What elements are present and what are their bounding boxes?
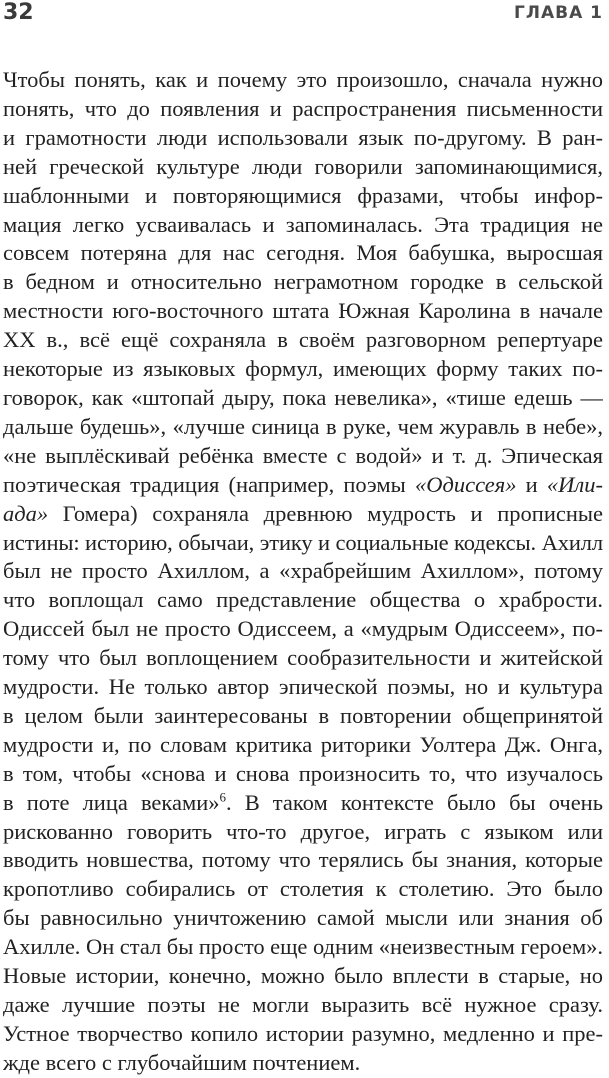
text-run: Устное творчество копило истории разумно, медленно и пре-	[3, 1020, 603, 1046]
text-line	[3, 557, 603, 586]
text-run: Одиссей был не просто Одиссеем, а «мудрым Одиссеем», по-	[3, 616, 603, 642]
text-run: вводить новшества, потому что терялись бы знания, которые	[3, 847, 603, 873]
text-run: мудрости. Не только автор эпической поэмы, но и культура	[3, 674, 603, 700]
text-run: шаблонными и повторяющимися фразами, чтобы инфор-	[3, 182, 603, 208]
text-run: мация легко усваивалась и запоминалась. Эта традиция не	[3, 211, 603, 237]
text-run: в том, чтобы «снова и снова произносить то, что изучалось	[3, 760, 603, 786]
text-run: бы равносильно уничтожению самой мысли или знания об	[3, 905, 603, 931]
text-line	[3, 933, 603, 962]
text-run: XX в., всё ещё сохраняла в своём разговорном репертуаре	[3, 327, 603, 353]
footnote-ref: 6	[219, 789, 227, 805]
text-line	[3, 355, 603, 384]
text-line	[3, 268, 603, 297]
running-head	[0, 0, 609, 34]
text-run: истины: историю, обычаи, этику и социальные кодексы. Ахилл	[3, 529, 603, 555]
text-run: и	[516, 471, 547, 497]
text-run: в поте лица веками»	[3, 789, 220, 815]
text-line	[3, 846, 603, 875]
text-line	[3, 673, 603, 702]
text-run: местности юго-восточного штата Южная Каролина в начале	[3, 298, 603, 324]
text-line	[3, 442, 603, 471]
text-run: был не просто Ахиллом, а «храбрейшим Ахиллом», потому	[3, 558, 603, 584]
italic-title: ада»	[3, 500, 49, 526]
text-line	[3, 95, 603, 124]
text-run: некоторые из языковых формул, имеющих форму таких по-	[3, 356, 603, 382]
text-run: кропотливо собирались от столетия к столетию. Это было	[3, 876, 603, 902]
text-line	[3, 904, 603, 933]
text-run: в целом были заинтересованы в повторении общепринятой	[3, 702, 603, 728]
text-line	[3, 991, 603, 1020]
text-run: мудрости и, по словам критика риторики Уолтера Дж. Онга,	[3, 731, 603, 757]
text-run: тому что был воплощением сообразительности и житейской	[3, 645, 603, 671]
text-line	[3, 789, 603, 818]
text-run: Чтобы понять, как и почему это произошло, сначала нужно	[3, 67, 603, 92]
text-run: Гомера) сохраняла древнюю мудрость и прописные	[48, 500, 603, 526]
text-line	[3, 875, 603, 904]
text-line	[3, 66, 603, 95]
text-run: дальше будешь», «лучше синица в руке, чем журавль в небе»,	[3, 413, 603, 439]
text-line	[3, 182, 603, 211]
body-text	[3, 66, 603, 1078]
text-line	[3, 760, 603, 789]
text-run: говорок, как «штопай дыру, пока невелика», «тише едешь —	[3, 384, 603, 410]
text-run: даже лучшие поэты не могли выразить всё нужное сразу.	[3, 992, 603, 1017]
text-run: совсем потеряна для нас сегодня. Моя бабушка, выросшая	[3, 240, 603, 266]
text-run: понять, что до появления и распространения письменности	[3, 95, 603, 121]
page-number: 32	[3, 0, 34, 25]
text-line	[3, 239, 603, 268]
text-run: и грамотности люди использовали язык по-другому. В ран-	[3, 124, 603, 150]
text-line	[3, 500, 603, 529]
text-line	[3, 1020, 603, 1049]
text-line	[3, 529, 603, 558]
text-line	[3, 326, 603, 355]
text-line	[3, 124, 603, 153]
text-line	[3, 413, 603, 442]
text-run: Новые истории, конечно, можно было вплести в старые, но	[3, 963, 603, 989]
text-line	[3, 384, 603, 413]
text-line	[3, 818, 603, 847]
italic-title: «Или-	[546, 471, 603, 497]
text-line	[3, 731, 603, 760]
text-run: Ахилле. Он стал бы просто еще одним «неизвестным героем».	[3, 934, 603, 960]
text-run: ней греческой культуре люди говорили запоминающимися,	[3, 153, 603, 179]
text-line	[3, 471, 603, 500]
italic-title: «Одиссея»	[414, 471, 517, 497]
text-run: в бедном и относительно неграмотном городке в сельской	[3, 269, 603, 295]
text-line	[3, 153, 603, 182]
text-run: жде всего с глубочайшим почтением.	[3, 1049, 361, 1075]
text-run: «не выплёскивай ребёнка вместе с водой» и т. д. Эпическая	[3, 442, 603, 468]
text-line	[3, 297, 603, 326]
text-line	[3, 702, 603, 731]
text-line	[3, 644, 603, 673]
text-run: . В таком контексте было бы очень	[226, 789, 603, 815]
chapter-label: ГЛАВА 1	[514, 3, 603, 23]
text-run: рискованно говорить что-то другое, играть с языком или	[3, 818, 603, 844]
text-line	[3, 211, 603, 240]
text-line	[3, 586, 603, 615]
text-run: что воплощал само представление общества о храбрости.	[3, 587, 603, 613]
text-line	[3, 962, 603, 991]
text-run: поэтическая традиция (например, поэмы	[3, 471, 415, 497]
text-line	[3, 615, 603, 644]
text-line	[3, 1049, 603, 1078]
